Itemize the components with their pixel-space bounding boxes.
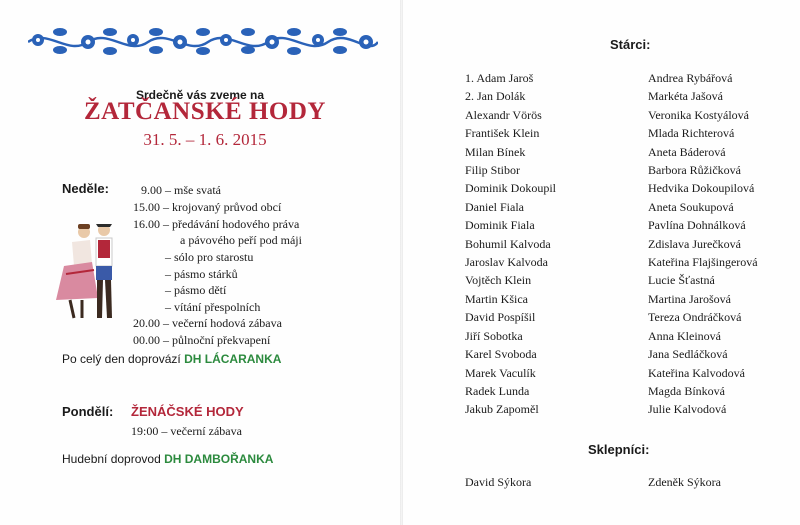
- monday-band: DH DAMBOŘANKA: [164, 452, 274, 466]
- list-item: Andrea Rybářová: [648, 71, 733, 85]
- monday-label: Pondělí:: [62, 404, 114, 419]
- monday-music: [62, 452, 273, 466]
- list-item: Aneta Soukupová: [648, 199, 734, 214]
- list-item: Hedvika Dokoupilová: [648, 181, 755, 196]
- sunday-band: DH LÁCARANKA: [184, 352, 282, 366]
- sunday-item-1: 9.00 – mše svatá: [141, 183, 221, 197]
- list-item: Anna Kleinová: [648, 328, 721, 343]
- invitation-intro: Srdečně vás zveme na: [135, 88, 265, 102]
- starci-heading: Stárci:: [610, 37, 651, 52]
- list-item: Kateřina Flajšingerová: [648, 255, 758, 270]
- list-item: Mlada Richterová: [648, 126, 735, 141]
- list-item: Aneta Báderová: [648, 144, 726, 159]
- monday-item: 19:00 – večerní zábava: [131, 424, 242, 438]
- sunday-item-8: – vítání přespolních: [165, 300, 261, 314]
- list-item: Veronika Kostyálová: [648, 107, 749, 122]
- list-item: Radek Lunda: [465, 383, 530, 398]
- folk-dancing-couple-icon: [52, 218, 122, 322]
- list-item: František Klein: [465, 126, 540, 141]
- list-item: Daniel Fiala: [465, 199, 524, 214]
- sklepnik-1: David Sýkora: [465, 475, 532, 489]
- list-item: Jana Sedláčková: [648, 347, 728, 362]
- sunday-item-4: a pávového peří pod máji: [180, 233, 302, 247]
- sunday-music-prefix: Po celý den doprovází: [62, 352, 181, 366]
- sunday-item-5: – sólo pro starostu: [165, 250, 254, 264]
- sunday-item-9: 20.00 – večerní hodová zábava: [133, 316, 282, 330]
- sunday-item-3: 16.00 – předávání hodového práva: [133, 217, 300, 231]
- sklepnik-2: Zdeněk Sýkora: [648, 475, 721, 489]
- list-item: Vojtěch Klein: [465, 273, 532, 288]
- list-item: Dominik Fiala: [465, 218, 535, 233]
- sunday-item-6: – pásmo stárků: [165, 267, 238, 281]
- list-item: Marek Vaculík: [465, 365, 536, 380]
- folk-ornament-border: [28, 20, 378, 60]
- list-item: Karel Svoboda: [465, 347, 537, 362]
- list-item: Pavlína Dohnálková: [648, 218, 746, 233]
- list-item: Bohumil Kalvoda: [465, 236, 551, 251]
- list-item: Milan Bínek: [465, 144, 526, 159]
- right-page: [403, 0, 800, 525]
- list-item: Zdislava Jurečková: [648, 236, 741, 251]
- event-title: ŽATČANSKÉ HODY: [84, 98, 326, 125]
- event-dates: 31. 5. – 1. 6. 2015: [143, 130, 267, 149]
- monday-event: ŽENÁČSKÉ HODY: [131, 404, 244, 419]
- starci-girls-list: [648, 69, 758, 419]
- list-item: 2. Jan Dolák: [465, 89, 526, 104]
- list-item: Julie Kalvodová: [648, 402, 727, 417]
- list-item: Kateřina Kalvodová: [648, 365, 745, 380]
- sunday-item-2: 15.00 – krojovaný průvod obcí: [133, 200, 282, 214]
- list-item: Magda Bínková: [648, 383, 725, 398]
- list-item: Barbora Růžičková: [648, 163, 741, 178]
- starci-boys-list: [465, 69, 556, 419]
- sunday-label: Neděle:: [62, 181, 109, 196]
- list-item: Markéta Jašová: [648, 89, 723, 104]
- list-item: Martin Kšica: [465, 291, 528, 306]
- list-item: Lucie Šťastná: [648, 273, 715, 288]
- list-item: Dominik Dokoupil: [465, 181, 557, 196]
- list-item: Tereza Ondráčková: [648, 310, 742, 325]
- list-item: 1. Adam Jaroš: [465, 71, 534, 85]
- sunday-item-10: 00.00 – půlnoční překvapení: [133, 333, 271, 347]
- list-item: Jakub Zapoměl: [465, 402, 539, 417]
- monday-music-prefix: Hudební doprovod: [62, 452, 161, 466]
- list-item: Jaroslav Kalvoda: [465, 255, 548, 270]
- list-item: Alexandr Vörös: [465, 107, 542, 122]
- sunday-item-7: – pásmo dětí: [165, 283, 227, 297]
- sunday-music: [62, 352, 281, 366]
- list-item: Martina Jarošová: [648, 291, 731, 306]
- sklepnici-heading: Sklepníci:: [588, 442, 650, 457]
- list-item: David Pospíšil: [465, 310, 536, 325]
- list-item: Jiří Sobotka: [465, 328, 523, 343]
- list-item: Filip Stibor: [465, 163, 521, 178]
